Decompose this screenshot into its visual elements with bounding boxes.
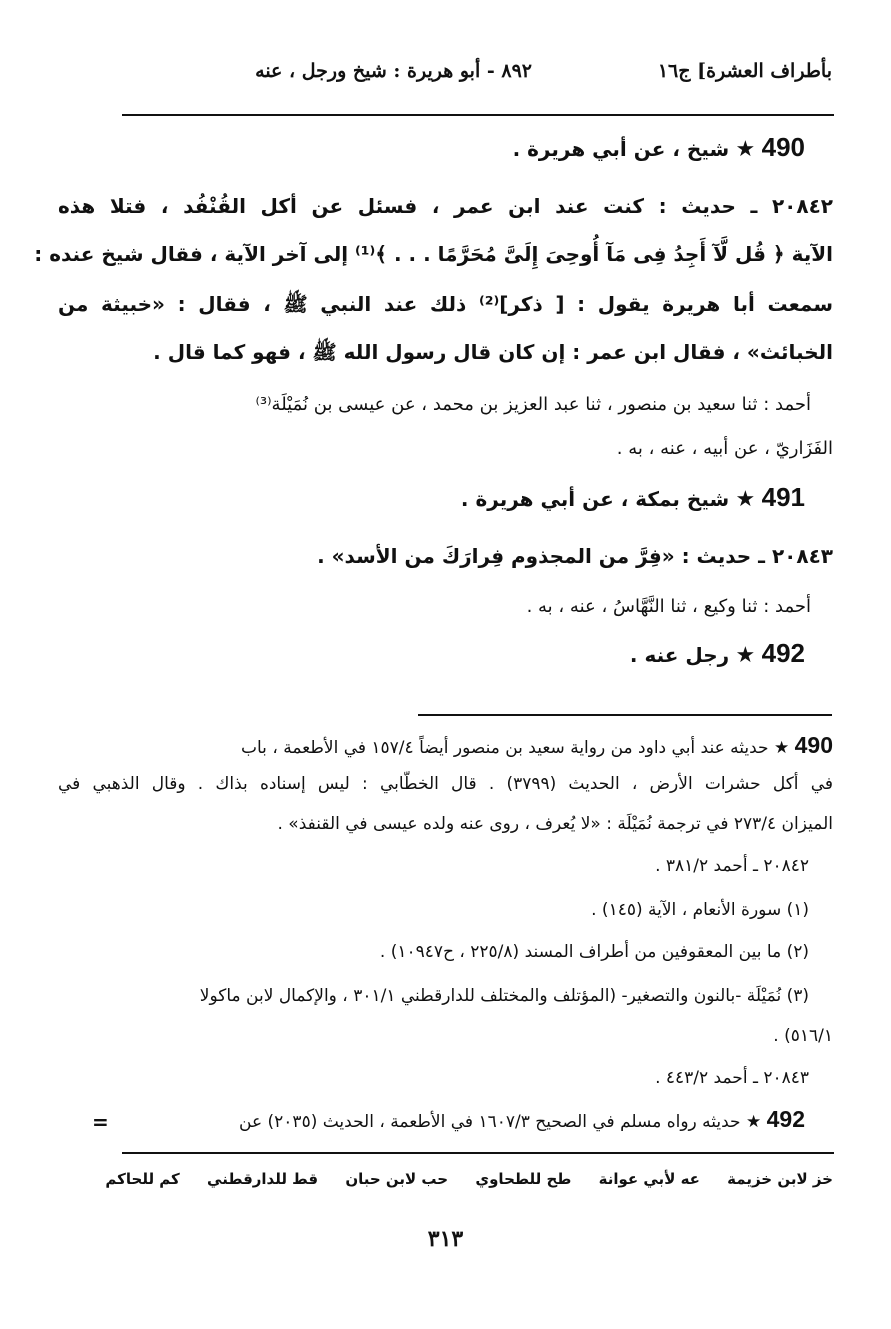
abbreviation-key	[58, 1170, 833, 1188]
hadith-20843: ٢٠٨٤٣ ـ حديث : «فِرَّ من المجذوم فِرارَكَ من الأسد» .	[317, 544, 833, 568]
footnote-text: ★ حديثه رواه مسلم في الصحيح ١٦٠٧/٣ في الأطعمة ، الحديث (٢٠٣٥) عن	[239, 1112, 762, 1132]
continuation-mark: =	[92, 1110, 109, 1134]
header-rule	[122, 114, 834, 116]
entry-number: 491	[761, 482, 805, 512]
footnote-separator	[418, 714, 832, 716]
footnote-ref-20842: ٢٠٨٤٢ ـ أحمد ٣٨١/٢ .	[655, 856, 809, 876]
entry-title: شيخ بمكة ، عن أبي هريرة .	[460, 487, 730, 511]
entry-number: 490	[761, 132, 805, 162]
footnote-ref-20843: ٢٠٨٤٣ ـ أحمد ٤٤٣/٢ .	[655, 1068, 809, 1088]
footnote-490-line3: الميزان ٢٧٣/٤ في ترجمة نُمَيْلَة : «لا يُعرف ، روى عنه ولده عيسى في القنفذ» .	[277, 814, 833, 834]
footnote-2: (٢) ما بين المعقوفين من أطراف المسند (٢٢٥/٨ ، ح١٠٩٤٧) .	[379, 942, 809, 962]
footnote-492-line1	[90, 1106, 805, 1133]
abbrev-item: خز لابن خزيمة	[727, 1170, 833, 1188]
abbrev-item: طح للطحاوي	[475, 1170, 572, 1188]
footnote-text: ★ حديثه عند أبي داود من رواية سعيد بن منصور أيضاً ١٥٧/٤ في الأطعمة ، باب	[241, 738, 790, 758]
footnote-1: (١) سورة الأنعام ، الآية (١٤٥) .	[591, 900, 809, 920]
star-icon: ★	[735, 137, 756, 162]
header-section: ٨٩٢ - أبو هريرة : شيخ ورجل ، عنه	[255, 60, 532, 82]
abbrev-item: قط للدارقطني	[207, 1170, 319, 1188]
isnad-1-line1: أحمد : ثنا سعيد بن منصور ، ثنا عبد العزيز بن محمد ، عن عيسى بن نُمَيْلَة⁽³⁾	[255, 394, 811, 415]
header-volume: بأطراف العشرة] ج١٦	[657, 60, 832, 82]
hadith-20842-line1: ٢٠٨٤٢ ـ حديث : كنت عند ابن عمر ، فسئل عن أكل القُنْفُد ، فتلا هذه	[58, 194, 833, 218]
entry-491	[58, 482, 805, 513]
star-icon: ★	[735, 487, 756, 512]
entry-490	[58, 132, 805, 163]
hadith-20842-line2: الآية ﴿ قُل لَّآ أَجِدُ فِى مَآ أُوحِىَ إِلَىَّ مُحَرَّمًا . . . ﴾⁽¹⁾ إلى آخر الآية ، فقال شيخ عنده :	[34, 242, 833, 266]
abbrev-item: كم للحاكم	[105, 1170, 180, 1188]
footnote-number: 490	[794, 732, 833, 758]
abbrev-item: حب لابن حبان	[345, 1170, 449, 1188]
hadith-20842-line4: الخبائث» ، فقال ابن عمر : إن كان قال رسول الله ﷺ ، فهو كما قال .	[153, 340, 833, 364]
footnote-number: 492	[766, 1106, 805, 1132]
footnote-490-line2: في أكل حشرات الأرض ، الحديث (٣٧٩٩) . قال الخطّابي : ليس إسناده بذاك . وقال الذهبي في	[58, 774, 833, 794]
isnad-2: أحمد : ثنا وكيع ، ثنا النَّهَّاسُ ، عنه ، به .	[526, 596, 811, 617]
running-header	[120, 60, 832, 92]
entry-title: رجل عنه .	[629, 643, 730, 667]
entry-492	[58, 638, 805, 669]
isnad-1-line2: الفَزَاريّ ، عن أبيه ، عنه ، به .	[616, 438, 833, 459]
footnote-490-line1	[58, 732, 833, 759]
hadith-20842-line3: سمعت أبا هريرة يقول : [ ذكر]⁽²⁾ ذلك عند النبي ﷺ ، فقال : «خبيثة من	[58, 292, 834, 316]
star-icon: ★	[735, 643, 756, 668]
entry-title: شيخ ، عن أبي هريرة .	[512, 137, 730, 161]
page-number: ٣١٣	[427, 1226, 464, 1252]
abbrev-rule	[122, 1152, 834, 1154]
abbrev-item: عه لأبي عوانة	[598, 1170, 700, 1188]
footnote-3-line1: (٣) نُمَيْلَة -بالنون والتصغير- (المؤتلف والمختلف للدارقطني ٣٠١/١ ، والإكمال لابن ماكولا	[199, 986, 809, 1006]
footnote-3-line2: ٥١٦/١) .	[773, 1026, 833, 1046]
entry-number: 492	[761, 638, 805, 668]
